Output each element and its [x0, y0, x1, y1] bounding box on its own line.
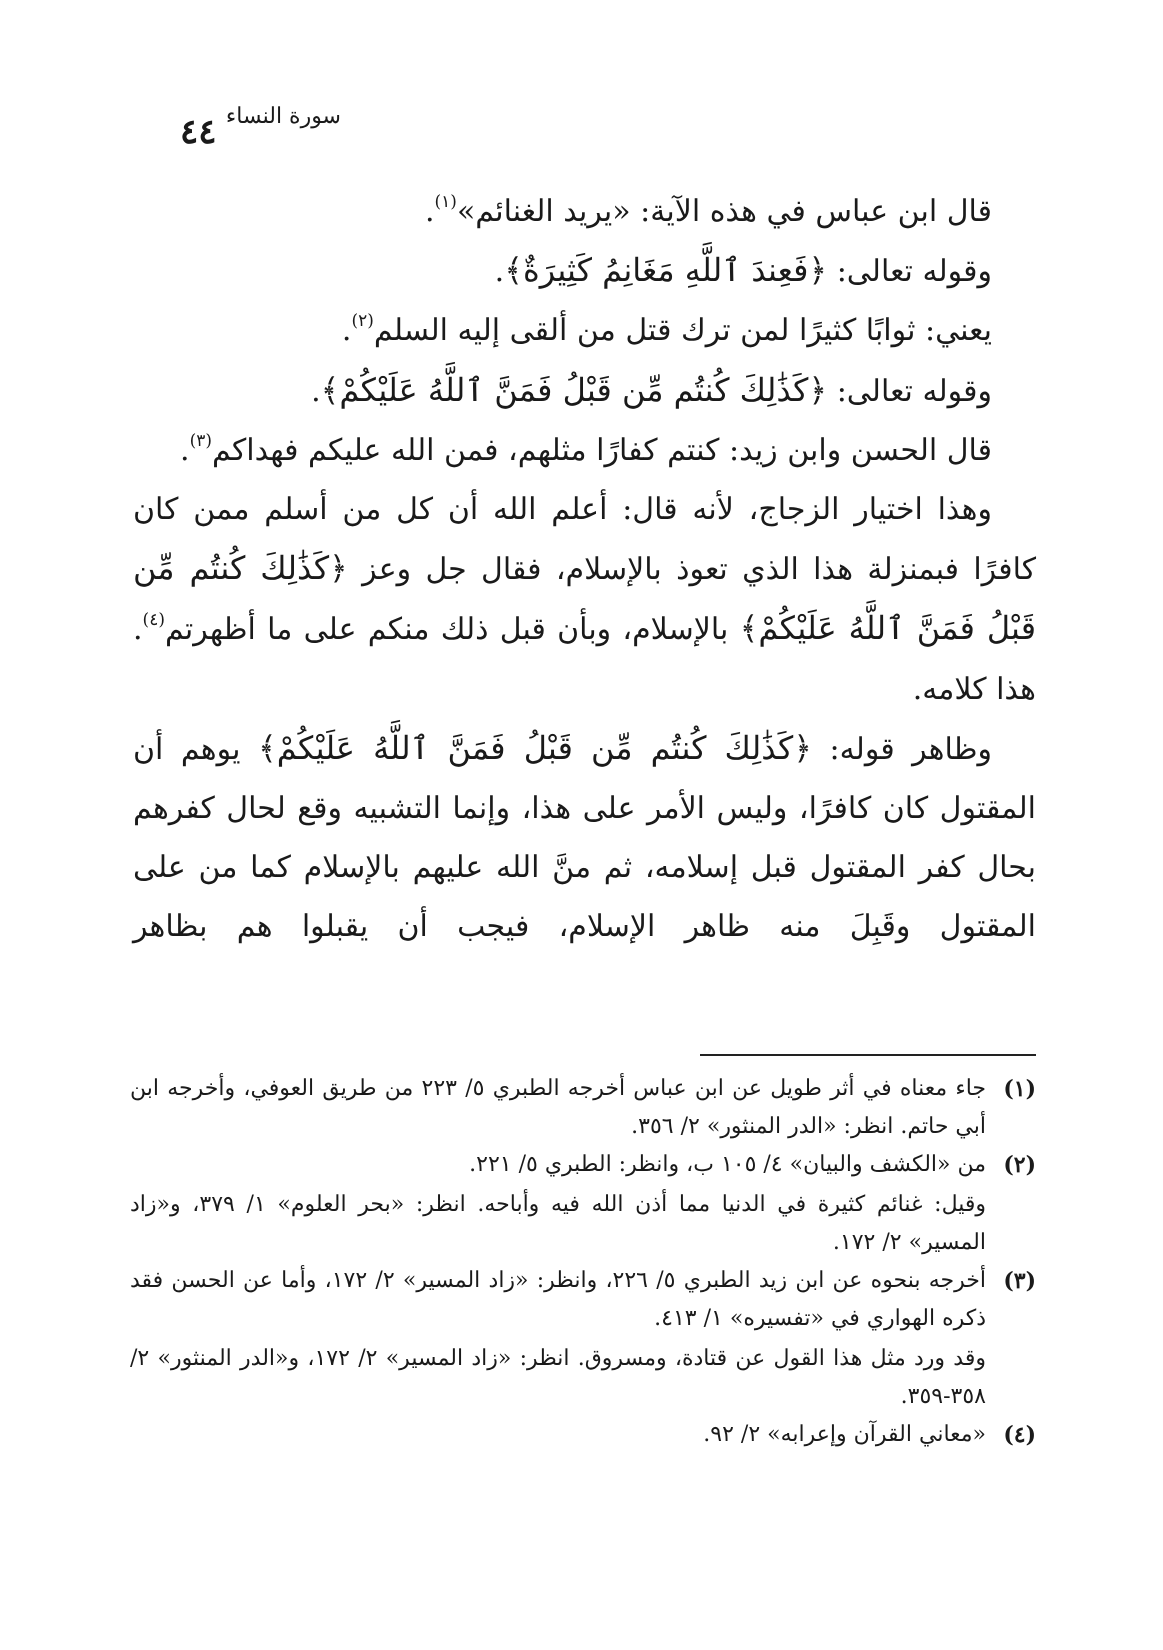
footnote-ref[interactable]: (٤)	[142, 610, 165, 631]
quran-verse: ﴿فَعِندَ ٱللَّهِ مَغَانِمُ كَثِيرَةٌ﴾	[504, 251, 828, 290]
footnote-ref[interactable]: (٣)	[189, 430, 212, 451]
footnote-text: جاء معناه في أثر طويل عن ابن عباس أخرجه الطبري ٥/ ٢٢٣ من طريق العوفي، وأخرجه ابن أبي حاتم. انظر: «الدر المنثور» ٢/ ٣٥٦.	[130, 1076, 987, 1139]
paragraph	[133, 421, 1036, 480]
footnote	[130, 1262, 1036, 1416]
footnote	[130, 1070, 1036, 1146]
paragraph-text: وظاهر قوله:	[812, 731, 993, 767]
footnote-text: من «الكشف والبيان» ٤/ ١٠٥ ب، وانظر: الطبري ٥/ ٢٢١.	[469, 1152, 986, 1177]
footnote	[130, 1146, 1036, 1262]
footnote-number: (٣)	[1003, 1268, 1036, 1294]
paragraph-text: قال ابن عباس في هذه الآية: «يريد الغنائم»	[456, 194, 992, 229]
paragraph	[133, 241, 1036, 301]
footnote-number: (١)	[1003, 1076, 1036, 1102]
paragraph-text: وهذا اختيار الزجاج، لأنه قال: أعلم الله أن كل من أسلم ممن كان كافرًا فبمنزلة هذا الذي تعوذ بالإسلام، فقال جل وعز	[133, 492, 1036, 588]
footnote-body	[130, 1262, 986, 1416]
footnote-number: (٢)	[1003, 1152, 1036, 1178]
punctuation: .	[341, 313, 352, 349]
footnote-ref[interactable]: (٢)	[351, 311, 374, 332]
punctuation: .	[311, 373, 321, 409]
footnote-ref[interactable]: (١)	[434, 192, 457, 212]
footnote-body	[130, 1146, 986, 1262]
quran-verse: ﴿كَذَٰلِكَ كُنتُم مِّن قَبْلُ فَمَنَّ ٱللَّهُ عَلَيْكُمْ﴾	[133, 549, 1037, 648]
quran-verse: ﴿كَذَٰلِكَ كُنتُم مِّن قَبْلُ فَمَنَّ ٱللَّهُ عَلَيْكُمْ﴾	[257, 728, 813, 767]
paragraph-text: وقوله تعالى:	[827, 254, 992, 290]
paragraph	[133, 301, 1036, 360]
footnote-body	[130, 1416, 986, 1454]
paragraph-text: بالإسلام، وبأن قبل ذلك منكم على ما أظهرتم	[164, 612, 740, 648]
footnote-body	[130, 1070, 986, 1146]
footnote-divider	[700, 1054, 1036, 1056]
paragraph	[133, 361, 1036, 421]
punctuation: .	[494, 254, 505, 290]
main-text	[133, 182, 1036, 957]
footnote-text: وقيل: غنائم كثيرة في الدنيا مما أذن الله فيه وأباحه. انظر: «بحر العلوم» ١/ ٣٧٩، و«زاد المسير» ٢/ ١٧٢.	[130, 1192, 987, 1255]
footnote-text: وقد ورد مثل هذا القول عن قتادة، ومسروق. انظر: «زاد المسير» ٢/ ١٧٢، و«الدر المنثور» ٢/ ٣٥٨-٣٥٩.	[130, 1346, 986, 1409]
footnote-text: أخرجه بنحوه عن ابن زيد الطبري ٥/ ٢٢٦، وانظر: «زاد المسير» ٢/ ١٧٢، وأما عن الحسن فقد ذكره الهواري في «تفسيره» ١/ ٤١٣.	[130, 1268, 987, 1331]
paragraph-text: وقوله تعالى:	[827, 373, 992, 409]
footnote-text: «معاني القرآن وإعرابه» ٢/ ٩٢.	[703, 1422, 986, 1447]
punctuation: .	[180, 432, 190, 468]
quran-verse: ﴿كَذَٰلِكَ كُنتُم مِّن قَبْلُ فَمَنَّ ٱللَّهُ عَلَيْكُمْ﴾	[320, 370, 828, 409]
page-number: ٤٤	[180, 112, 217, 152]
paragraph	[133, 480, 1036, 719]
punctuation: .	[424, 194, 435, 229]
running-header-title: سورة النساء	[225, 104, 341, 129]
paragraph	[133, 719, 1036, 957]
footnote	[130, 1416, 1036, 1454]
footnote-number: (٤)	[1003, 1422, 1036, 1448]
paragraph-text: . هذا كلامه.	[133, 612, 1036, 707]
paragraph-text: يعني: ثوابًا كثيرًا لمن ترك قتل من ألقى إليه السلم	[373, 313, 992, 349]
paragraph-text: قال الحسن وابن زيد: كنتم كفارًا مثلهم، فمن الله عليكم فهداكم	[211, 432, 992, 468]
paragraph	[133, 182, 1036, 241]
paragraph-text: يوهم أن المقتول كان كافرًا، وليس الأمر على هذا، وإنما التشبيه وقع لحال كفرهم بحال كفر المقتول قبل إسلامه، ثم منَّ الله عليهم بالإسلام كما من على المقتول وقَبِلَ منه ظاهر الإسلام، فيجب أن يقبلوا هم بظاهر	[133, 731, 1036, 945]
footnotes	[130, 1070, 1036, 1454]
